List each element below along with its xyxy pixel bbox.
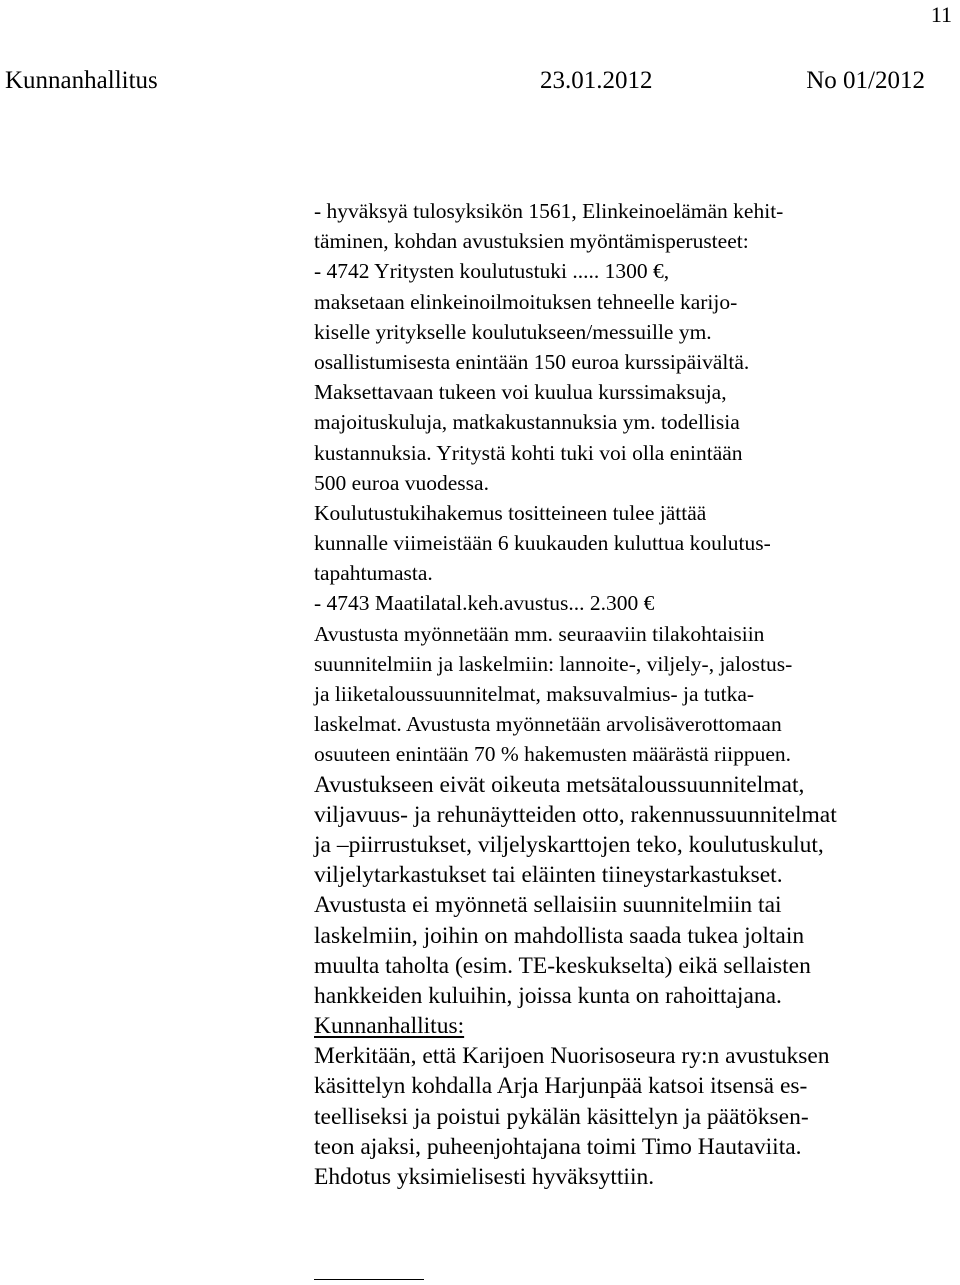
body-line: 500 euroa vuodessa. [314, 470, 489, 495]
body-line: osuuteen enintään 70 % hakemusten määrästä riippuen. [314, 742, 792, 767]
body-line: teon ajaksi, puheenjohtajana toimi Timo Hautaviita. [314, 1133, 802, 1160]
body-line: Ehdotus yksimielisesti hyväksyttiin. [314, 1164, 655, 1190]
body-line: - 4742 Yritysten koulutustuki ..... 1300 €, [314, 259, 670, 284]
section-heading-kunnanhallitus [314, 1011, 954, 1041]
body-line: - hyväksyä tulosyksikön 1561, Elinkeinoelämän kehit- [314, 199, 784, 223]
body-line: kunnalle viimeistään 6 kuukauden kuluttua koulutus- [314, 531, 771, 556]
body-line: viljavuus- ja rehunäytteiden otto, rakennussuunnitelmat [314, 801, 837, 828]
body-line: muulta taholta (esim. TE-keskukselta) eikä sellaisten [314, 952, 811, 979]
body-line: osallistumisesta enintään 150 euroa kurssipäivältä. [314, 349, 750, 374]
header-meeting-number: No 01/2012 [806, 67, 925, 94]
section-heading-label: Kunnanhallitus: [314, 1013, 465, 1040]
body-line: Maksettavaan tukeen voi kuulua kurssimaksuja, [314, 380, 727, 405]
footer-rule [314, 1279, 424, 1280]
body-line: kiselle yritykselle koulutukseen/messuille ym. [314, 319, 712, 344]
body-line: täminen, kohdan avustuksien myöntämisperusteet: [314, 229, 749, 254]
page-number: 11 [930, 2, 952, 27]
body-line: laskelmat. Avustusta myönnetään arvolisäverottomaan [314, 712, 782, 737]
body-line: viljelytarkastukset tai eläinten tiineystarkastukset. [314, 862, 783, 889]
body-line: maksetaan elinkeinoilmoituksen tehneelle karijo- [314, 289, 738, 314]
body-line: käsittelyn kohdalla Arja Harjunpää katsoi itsensä es- [314, 1073, 808, 1100]
header-date: 23.01.2012 [540, 67, 653, 94]
body-line: Merkitään, että Karijoen Nuorisoseura ry:n avustuksen [314, 1043, 830, 1070]
body-line: laskelmiin, joihin on mahdollista saada tukea joltain [314, 922, 805, 949]
body-line: Avustusta ei myönnetä sellaisiin suunnitelmiin tai [314, 892, 782, 919]
body-line: teelliseksi ja poistui pykälän käsittelyn ja päätöksen- [314, 1103, 809, 1130]
body-line: - 4743 Maatilatal.keh.avustus... 2.300 € [314, 591, 655, 616]
body-text [314, 196, 954, 1192]
body-line: Koulutustukihakemus tositteineen tulee jättää [314, 500, 707, 525]
body-line: hankkeiden kuluihin, joissa kunta on rahoittajana. [314, 982, 782, 1009]
body-line: Avustusta myönnetään mm. seuraaviin tilakohtaisiin [314, 621, 765, 646]
body-line: kustannuksia. Yritystä kohti tuki voi olla enintään [314, 440, 743, 465]
document-header [5, 66, 925, 96]
header-organization: Kunnanhallitus [5, 67, 158, 94]
body-line: ja –piirrustukset, viljelyskarttojen teko, koulutuskulut, [314, 831, 824, 858]
body-line: majoituskuluja, matkakustannuksia ym. todellisia [314, 410, 740, 435]
body-line: suunnitelmiin ja laskelmiin: lannoite-, viljely-, jalostus- [314, 651, 793, 676]
body-line: tapahtumasta. [314, 561, 433, 586]
body-line: Avustukseen eivät oikeuta metsätaloussuunnitelmat, [314, 771, 805, 798]
body-line: ja liiketaloussuunnitelmat, maksuvalmius- ja tutka- [314, 682, 755, 706]
